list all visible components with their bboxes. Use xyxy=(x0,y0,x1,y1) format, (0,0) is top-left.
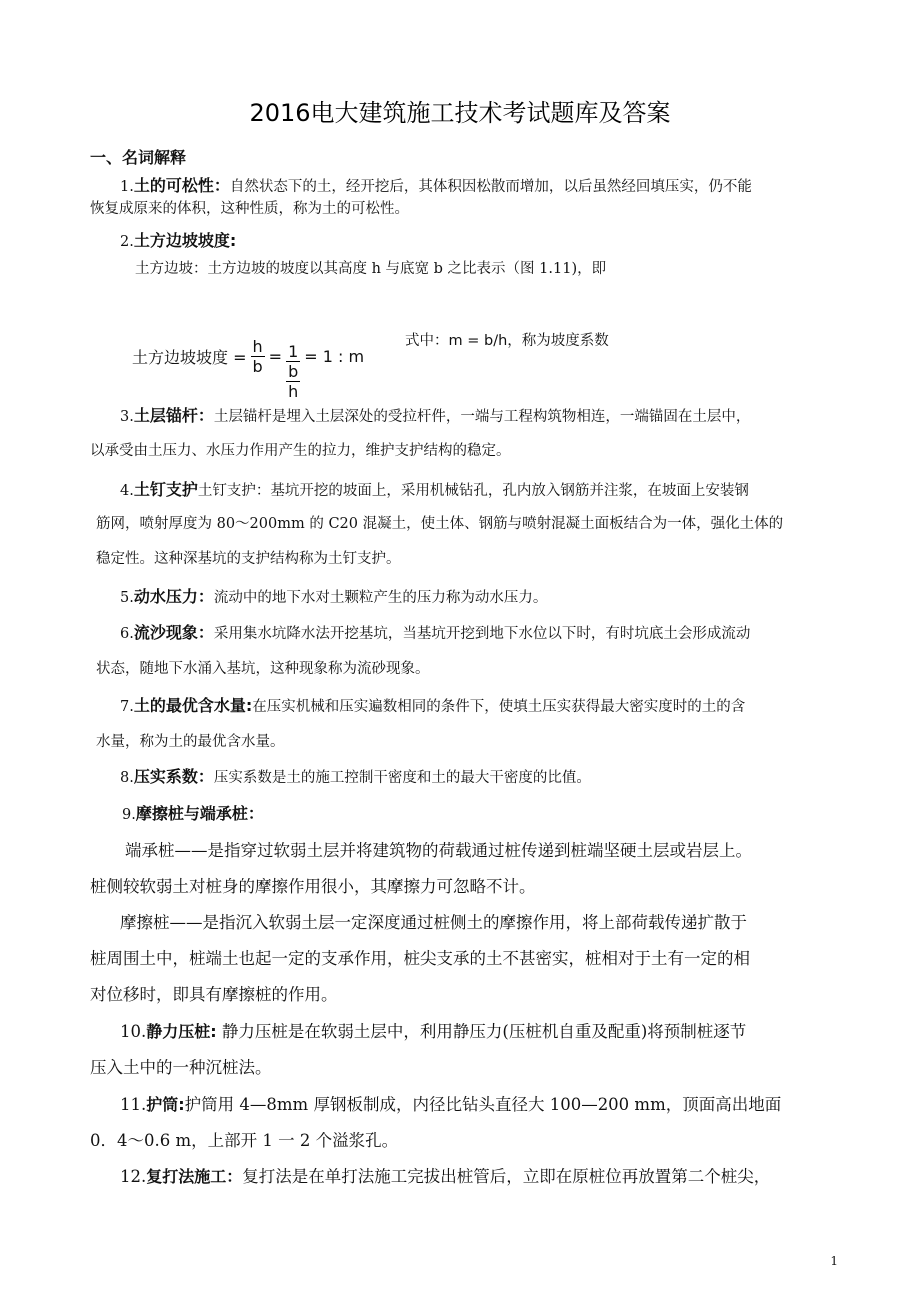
slope-formula: 土方边坡坡度 = $\frac{h}{b}$ = 1 b h = 1 : m xyxy=(132,337,365,401)
item-4: 4.土钉支护土钉支护：基坑开挖的坡面上，采用机械钻孔，孔内放入钢筋并注浆，在坡面上安装钢 xyxy=(120,480,749,499)
item-term: 土方边坡坡度 xyxy=(133,231,230,250)
page-number: 1 xyxy=(830,1254,838,1268)
item-term: 摩擦桩与端承桩 xyxy=(135,804,248,823)
formula-lhs: 土方边坡坡度 = xyxy=(132,348,247,367)
formula-rhs: = 1 : m xyxy=(304,347,365,366)
formula-note: 式中：m = b/h，称为坡度系数 xyxy=(405,333,609,349)
item-8: 8.压实系数：压实系数是土的施工控制干密度和土的最大干密度的比值。 xyxy=(120,767,591,786)
item-11: 11.护筒:护筒用 4—8mm 厚钢板制成，内径比钻头直径大 100—200 mm，顶面高出地面 xyxy=(120,1095,782,1114)
item-term: 压实系数 xyxy=(133,767,198,786)
item-2: 2.土方边坡坡度: xyxy=(120,231,237,250)
item-5: 5.动水压力：流动中的地下水对土颗粒产生的压力称为动水压力。 xyxy=(120,587,548,606)
formula-m: m = b/h xyxy=(448,333,508,349)
item-9: 9.摩擦桩与端承桩： xyxy=(122,804,264,823)
item-term: 土的最优含水量 xyxy=(133,696,246,715)
item-6-cont: 状态，随地下水涌入基坑，这种现象称为流砂现象。 xyxy=(96,661,430,677)
item-12: 12.复打法施工：复打法是在单打法施工完拔出桩管后，立即在原桩位再放置第二个桩尖， xyxy=(120,1167,771,1186)
fraction-one-over-b-over-h: 1 b h xyxy=(288,342,299,401)
item-11-cont: 0．4～0.6 m，上部开 1 一 2 个溢浆孔。 xyxy=(90,1131,399,1150)
item-1-cont: 恢复成原来的体积，这种性质，称为土的可松性。 xyxy=(90,201,409,217)
section-heading: 一、名词解释 xyxy=(90,148,187,167)
item-6: 6.流沙现象：采用集水坑降水法开挖基坑，当基坑开挖到地下水位以下时，有时坑底土会形成流动 xyxy=(120,623,751,642)
item-text: 自然状态下的土，经开挖后，其体积因松散而增加，以后虽然经回填压实，仍不能 xyxy=(229,179,752,195)
item-term: 复打法施工 xyxy=(146,1167,227,1186)
item-3-cont: 以承受由土压力、水压力作用产生的拉力，维护支护结构的稳定。 xyxy=(90,443,511,459)
item-7: 7.土的最优含水量:在压实机械和压实遍数相同的条件下，使填土压实获得最大密实度时的土的含 xyxy=(120,696,746,715)
item-term: 土钉支护 xyxy=(133,480,198,499)
item-term: 土层锚杆 xyxy=(133,406,198,425)
fraction-h-over-b: $\frac{h}{b}$ xyxy=(252,337,263,376)
item-term: 静力压桩 xyxy=(146,1022,211,1041)
item-10-cont: 压入土中的一种沉桩法。 xyxy=(90,1058,272,1077)
item-term: 流沙现象 xyxy=(133,623,198,642)
item-term: 土的可松性 xyxy=(133,176,214,195)
item-9-friction: 摩擦桩——是指沉入软弱土层一定深度通过桩侧土的摩擦作用，将上部荷载传递扩散于 xyxy=(120,913,747,932)
item-7-cont: 水量，称为土的最优含水量。 xyxy=(96,734,285,750)
item-10: 10.静力压桩: 静力压桩是在软弱土层中，利用静压力(压桩机自重及配重)将预制桩逐节 xyxy=(120,1022,747,1041)
item-9-friction-cont2: 对位移时，即具有摩擦桩的作用。 xyxy=(90,985,338,1004)
item-3: 3.土层锚杆：土层锚杆是埋入土层深处的受拉杆件，一端与工程构筑物相连，一端锚固在土层中， xyxy=(120,406,751,425)
item-2-text: 土方边坡：土方边坡的坡度以其高度 h 与底宽 b 之比表示（图 1.11)，即 xyxy=(135,261,607,277)
page-title: 2016电大建筑施工技术考试题库及答案 xyxy=(249,99,671,127)
item-4-cont: 筋网，喷射厚度为 80～200mm 的 C20 混凝土，使土体、钢筋与喷射混凝土面板结合为一体，强化土体的 xyxy=(96,516,784,532)
item-term: 护筒 xyxy=(146,1095,179,1114)
item-4-cont2: 稳定性。这种深基坑的支护结构称为土钉支护。 xyxy=(96,551,401,567)
item-term: 动水压力 xyxy=(133,587,198,606)
item-9-end-bearing: 端承桩——是指穿过软弱土层并将建筑物的荷载通过桩传递到桩端坚硬土层或岩层上。 xyxy=(125,841,752,860)
item-9-end-bearing-cont: 桩侧较软弱土对桩身的摩擦作用很小，其摩擦力可忽略不计。 xyxy=(90,877,536,896)
item-1: 1.土的可松性：自然状态下的土，经开挖后，其体积因松散而增加，以后虽然经回填压实，仍不能 xyxy=(120,176,752,195)
item-number: 1. xyxy=(120,179,134,195)
item-9-friction-cont: 桩周围土中，桩端土也起一定的支承作用，桩尖支承的土不甚密实，桩相对于土有一定的相 xyxy=(90,949,750,968)
